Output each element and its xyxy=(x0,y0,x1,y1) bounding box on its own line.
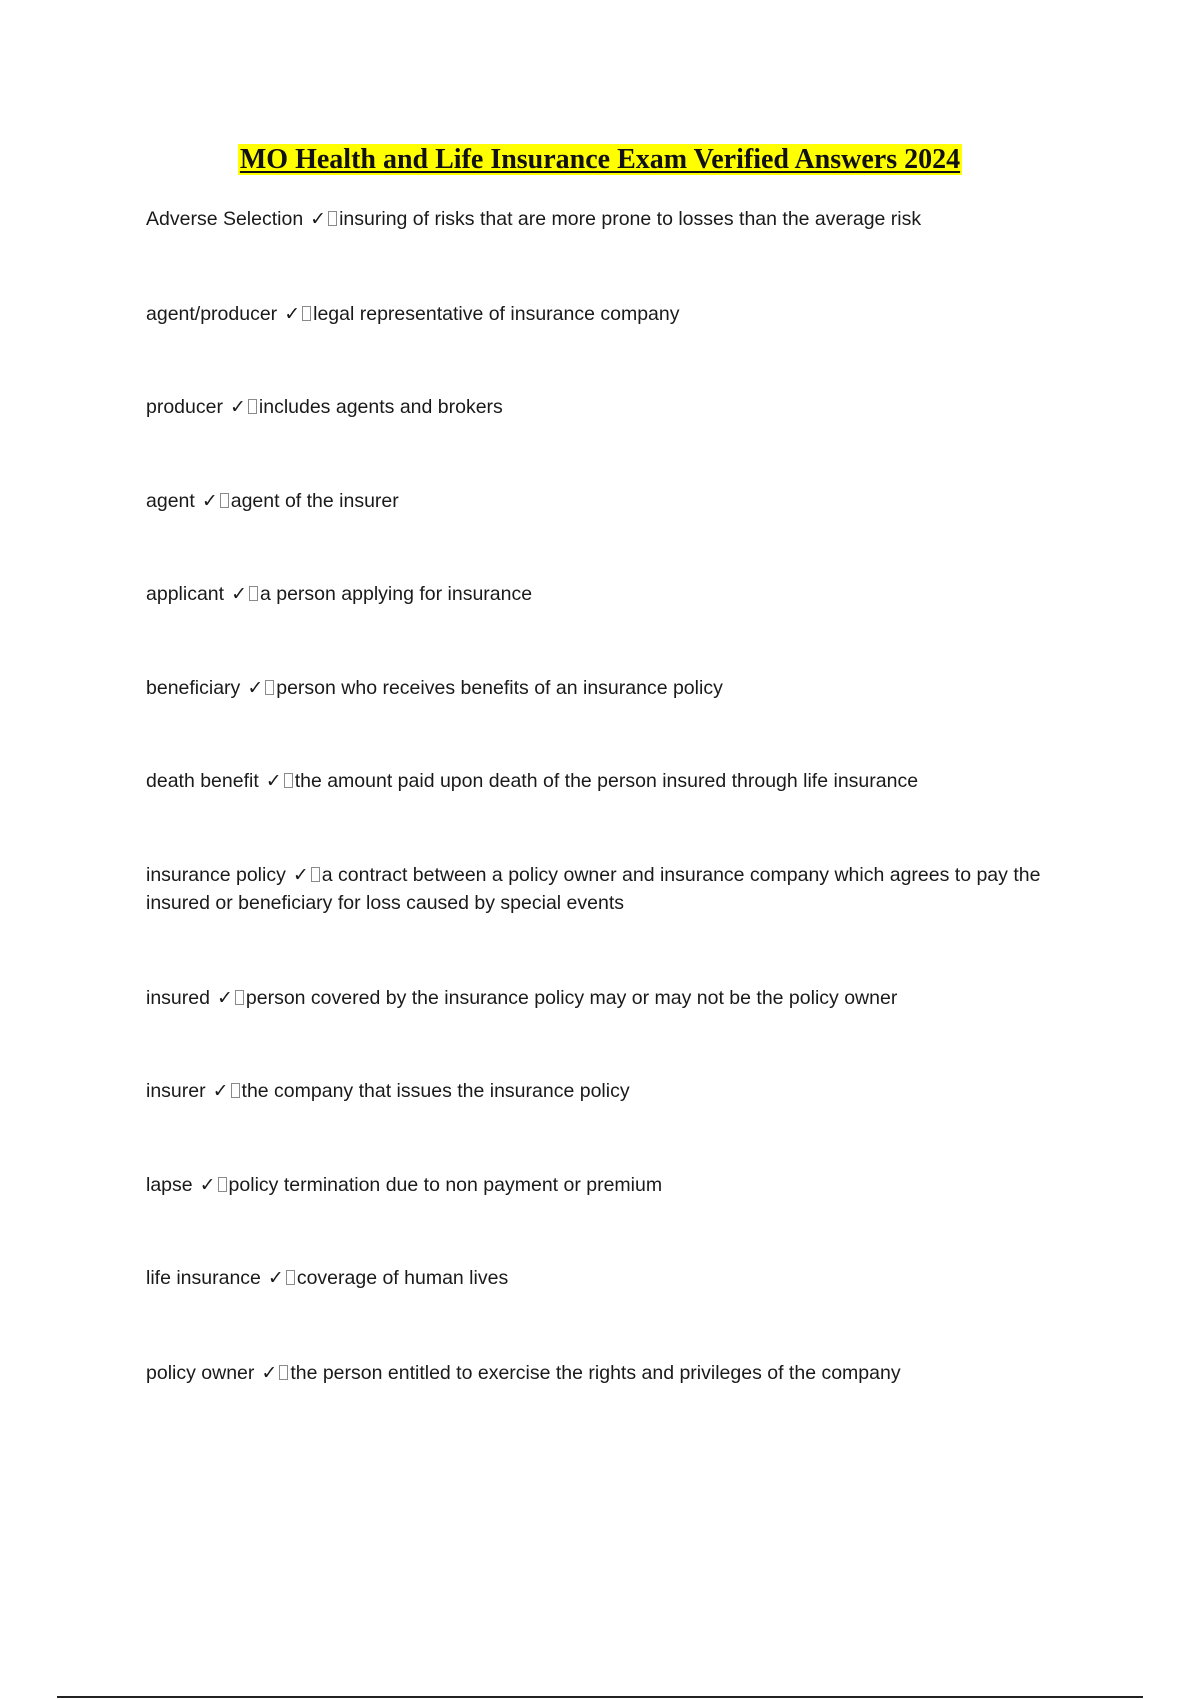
entry-item xyxy=(146,300,1096,328)
missing-glyph-box-icon xyxy=(328,211,337,226)
entry-item xyxy=(146,580,1096,608)
entry-definition: includes agents and brokers xyxy=(258,396,503,418)
entry-item xyxy=(146,1077,1096,1105)
entry-term: agent xyxy=(146,490,195,512)
entry-term: Adverse Selection xyxy=(146,208,304,230)
missing-glyph-box-icon xyxy=(284,773,293,788)
missing-glyph-box-icon xyxy=(248,399,257,414)
entry-term: applicant xyxy=(146,583,225,605)
checkmark-icon: ✓ xyxy=(284,303,301,325)
document-title xyxy=(0,143,1200,177)
missing-glyph-box-icon xyxy=(249,586,258,601)
entry-definition: policy termination due to non payment or premium xyxy=(228,1174,663,1196)
checkmark-icon: ✓ xyxy=(199,1174,216,1196)
entry-definition: the company that issues the insurance policy xyxy=(241,1080,630,1102)
checkmark-icon: ✓ xyxy=(216,987,233,1009)
checkmark-icon: ✓ xyxy=(247,677,264,699)
entry-definition: legal representative of insurance company xyxy=(313,303,680,325)
entry-term: insurer xyxy=(146,1080,206,1102)
entry-item xyxy=(146,1171,1096,1199)
missing-glyph-box-icon xyxy=(235,990,244,1005)
entry-item xyxy=(146,393,1096,421)
checkmark-icon: ✓ xyxy=(292,864,309,886)
entry-item xyxy=(146,205,1096,233)
entry-item xyxy=(146,861,1096,917)
missing-glyph-box-icon xyxy=(302,306,311,321)
entry-term: agent/producer xyxy=(146,303,278,325)
entry-term: insured xyxy=(146,987,210,1009)
missing-glyph-box-icon xyxy=(220,493,229,508)
entry-definition: agent of the insurer xyxy=(230,490,399,512)
checkmark-icon: ✓ xyxy=(265,770,282,792)
entry-item xyxy=(146,674,1096,702)
entry-item xyxy=(146,1359,1096,1387)
entry-definition: a contract between a policy owner and insurance company which agrees to pay the insured or beneficiary for loss caused by special events xyxy=(146,864,1041,914)
entry-term: beneficiary xyxy=(146,677,241,699)
entry-item xyxy=(146,487,1096,515)
checkmark-icon: ✓ xyxy=(231,583,247,605)
missing-glyph-box-icon xyxy=(279,1365,288,1380)
entry-term: insurance policy xyxy=(146,864,286,886)
entry-term: life insurance xyxy=(146,1267,261,1289)
missing-glyph-box-icon xyxy=(231,1083,240,1098)
entry-definition: the person entitled to exercise the rights and privileges of the company xyxy=(290,1362,901,1384)
entry-definition: insuring of risks that are more prone to losses than the average risk xyxy=(339,208,922,230)
checkmark-icon: ✓ xyxy=(261,1362,278,1384)
entry-definition: person covered by the insurance policy may or may not be the policy owner xyxy=(245,987,898,1009)
checkmark-icon: ✓ xyxy=(201,490,218,512)
entry-item xyxy=(146,984,1096,1012)
entry-item xyxy=(146,1264,1096,1292)
entry-term: policy owner xyxy=(146,1362,255,1384)
checkmark-icon: ✓ xyxy=(212,1080,229,1102)
entry-definition: person who receives benefits of an insurance policy xyxy=(276,677,723,699)
document-title-text: MO Health and Life Insurance Exam Verified Answers 2024 xyxy=(239,144,961,175)
missing-glyph-box-icon xyxy=(218,1177,227,1192)
entry-term: producer xyxy=(146,396,223,418)
missing-glyph-box-icon xyxy=(265,680,274,695)
entry-definition: coverage of human lives xyxy=(296,1267,509,1289)
checkmark-icon: ✓ xyxy=(229,396,246,418)
missing-glyph-box-icon xyxy=(286,1270,295,1285)
checkmark-icon: ✓ xyxy=(267,1267,284,1289)
entry-definition: the amount paid upon death of the person insured through life insurance xyxy=(294,770,919,792)
missing-glyph-box-icon xyxy=(311,867,320,882)
entry-term: death benefit xyxy=(146,770,259,792)
footer-divider xyxy=(57,1696,1143,1698)
entry-item xyxy=(146,767,1096,795)
checkmark-icon: ✓ xyxy=(310,208,327,230)
entry-definition: a person applying for insurance xyxy=(259,583,533,605)
entry-term: lapse xyxy=(146,1174,193,1196)
